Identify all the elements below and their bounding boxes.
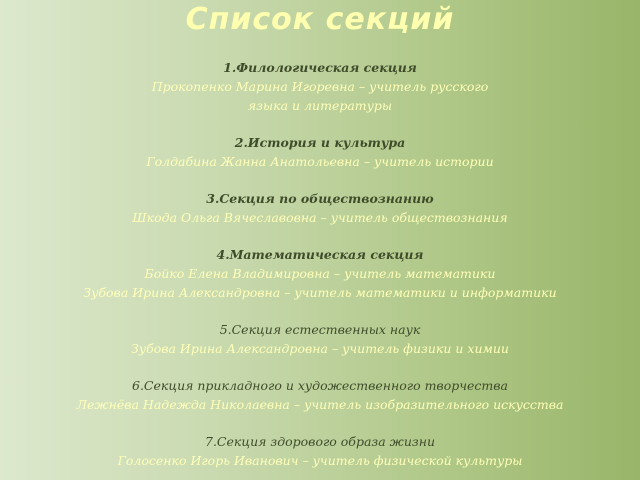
section-spacer	[0, 115, 640, 133]
slide-title: Список секций	[185, 2, 455, 37]
section-heading: 4.Математическая секция	[216, 247, 424, 262]
section-teacher: Зубова Ирина Александровна – учитель математики и информатики	[83, 285, 557, 300]
section-heading: 2.История и культура	[234, 135, 406, 150]
section-natural-sciences	[0, 320, 640, 358]
section-philology	[0, 58, 640, 115]
section-teacher: Зубова Ирина Александровна – учитель физики и химии	[131, 341, 509, 356]
section-heading: 5.Секция естественных наук	[219, 322, 421, 337]
section-history	[0, 133, 640, 171]
section-teacher: Лежнёва Надежда Николаевна – учитель изобразительного искусства	[76, 397, 564, 412]
section-heading: 7.Секция здорового образа жизни	[205, 434, 435, 449]
section-heading: 1.Филологическая секция	[223, 60, 417, 75]
section-teacher: Бойко Елена Владимировна – учитель математики	[144, 266, 496, 281]
section-spacer	[0, 227, 640, 245]
section-applied-arts	[0, 376, 640, 414]
section-teacher: Шкода Ольга Вячеславовна – учитель обществознания	[132, 210, 508, 225]
section-spacer	[0, 414, 640, 432]
section-mathematics	[0, 245, 640, 302]
section-spacer	[0, 302, 640, 320]
section-heading: 3.Секция по обществознанию	[206, 191, 434, 206]
section-teacher: языка и литературы	[247, 98, 393, 113]
section-social-studies	[0, 189, 640, 227]
sections-list	[0, 58, 640, 470]
section-heading: 6.Секция прикладного и художественного творчества	[132, 378, 508, 393]
section-healthy-lifestyle	[0, 432, 640, 470]
section-spacer	[0, 358, 640, 376]
section-spacer	[0, 171, 640, 189]
section-teacher: Голосенко Игорь Иванович – учитель физической культуры	[117, 453, 523, 468]
section-teacher: Голдабина Жанна Анатольевна – учитель истории	[146, 154, 494, 169]
section-teacher: Прокопенко Марина Игоревна – учитель русского	[151, 79, 489, 94]
